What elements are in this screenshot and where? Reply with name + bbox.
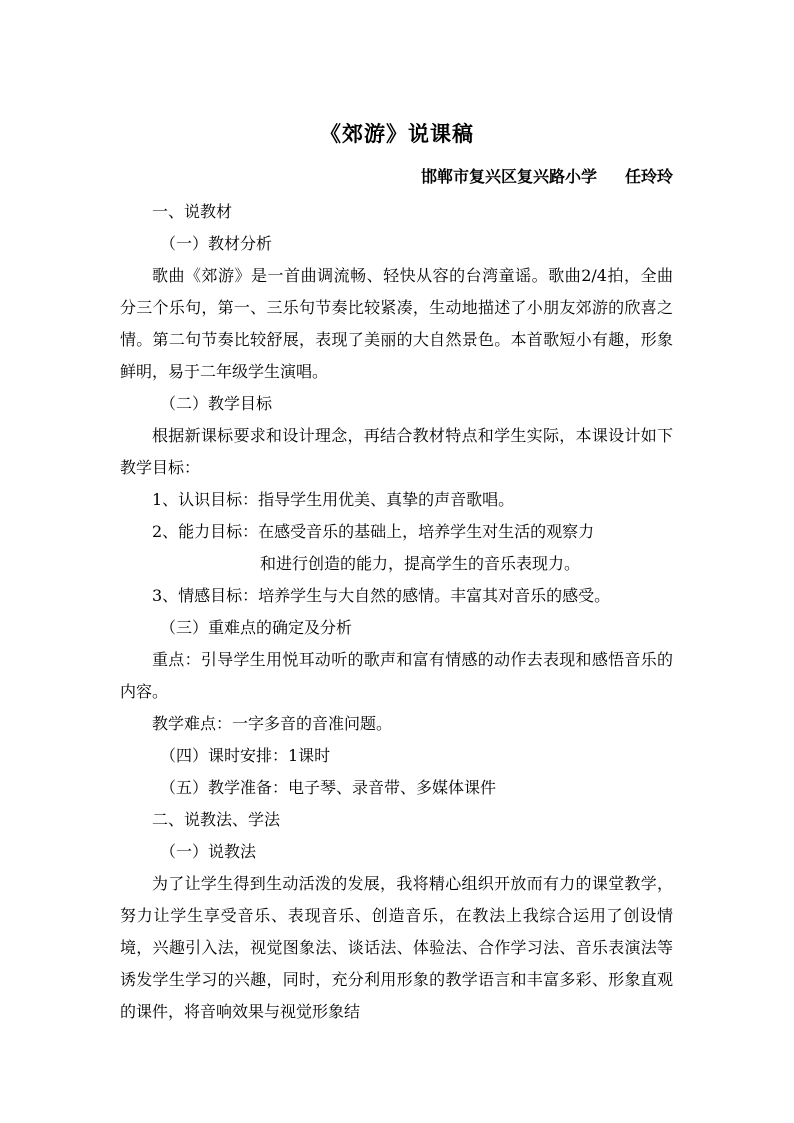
subsection-heading: （一）说教法: [160, 842, 257, 861]
section-heading: 二、说教法、学法: [152, 810, 281, 829]
author-school: 邯郸市复兴区复兴路小学: [420, 167, 597, 186]
subsection-heading: （四）课时安排：1课时: [160, 746, 331, 765]
subsection-heading: （三）重难点的确定及分析: [160, 618, 353, 637]
paragraph: 为了让学生得到生动活泼的发展，我将精心组织开放而有力的课堂教学，努力让学生享受音乐、表现音乐、创造音乐，在教法上我综合运用了创设情境，兴趣引入法，视觉图象法、谈话法、体验法、合作学习法、音乐表演法等诱发学生学习的兴趣，同时，充分利用形象的教学语言和丰富多彩、形象直观的课件，将音响效果与视觉形象结: [120, 874, 673, 1021]
subsection-heading: （一）教材分析: [160, 234, 273, 253]
author-name: 任玲玲: [624, 167, 673, 186]
subsection-heading: （五）教学准备：电子琴、录音带、多媒体课件: [160, 778, 497, 797]
document-body: [120, 196, 673, 1028]
goal-item-continuation: 和进行创造的能力，提高学生的音乐表现力。: [260, 554, 581, 573]
section-heading: 一、说教材: [152, 202, 233, 221]
author-line: [120, 164, 673, 187]
paragraph: 重点：引导学生用悦耳动听的歌声和富有情感的动作去表现和感悟音乐的内容。: [120, 650, 673, 701]
paragraph: 歌曲《郊游》是一首曲调流畅、轻快从容的台湾童谣。歌曲2/4拍，全曲分三个乐句，第一、三乐句节奏比较紧凑，生动地描述了小朋友郊游的欣喜之情。第二句节奏比较舒展，表现了美丽的大自然景色。本首歌短小有趣，形象鲜明，易于二年级学生演唱。: [120, 266, 673, 381]
goal-item: 2、能力目标：在感受音乐的基础上，培养学生对生活的观察力: [152, 522, 595, 541]
subsection-heading: （二）教学目标: [160, 394, 273, 413]
document-title: 《郊游》说课稿: [320, 122, 474, 146]
paragraph: 根据新课标要求和设计理念，再结合教材特点和学生实际，本课设计如下教学目标：: [120, 426, 673, 477]
paragraph: 教学难点：一字多音的音准问题。: [152, 714, 393, 733]
goal-item: 1、认识目标：指导学生用优美、真挚的声音歌唱。: [152, 490, 515, 509]
goal-item: 3、情感目标：培养学生与大自然的感情。丰富其对音乐的感受。: [152, 586, 611, 605]
